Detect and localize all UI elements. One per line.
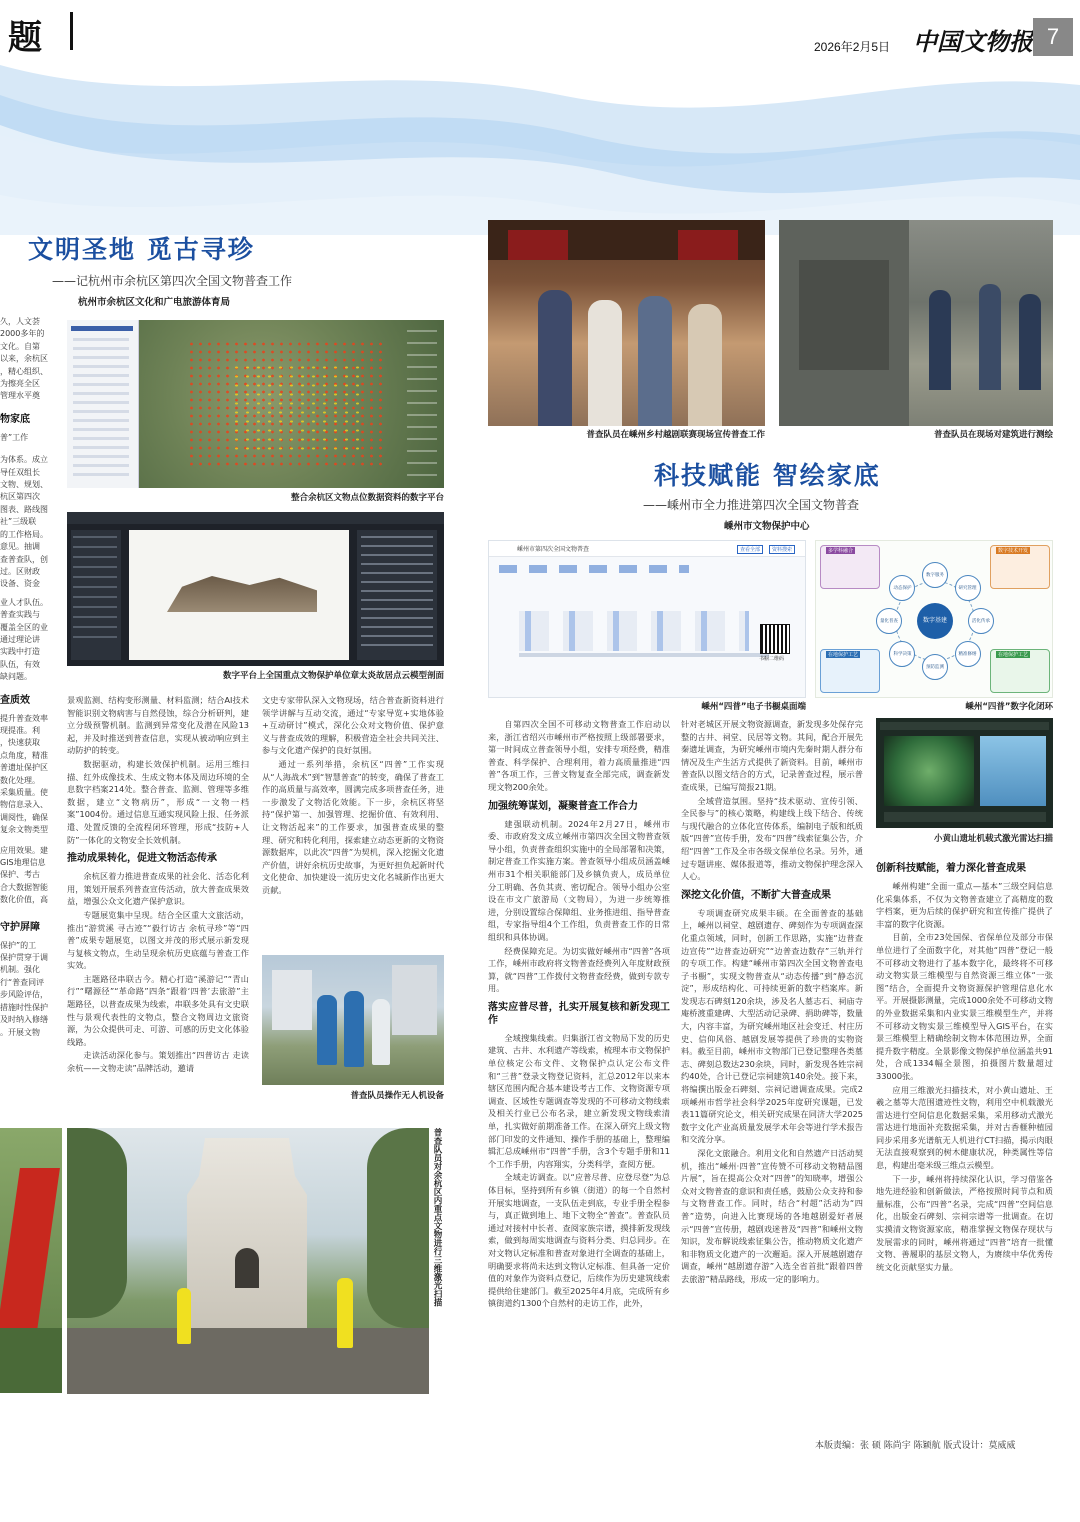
- fragment-line: 保护”的工: [0, 940, 37, 950]
- diagram-node: 数字服务: [922, 562, 948, 588]
- fragment-line: GIS地理信息: [0, 858, 46, 868]
- fragment-line: 过。区财政: [0, 566, 40, 576]
- fragment-line: 及时纳入修缮: [0, 1015, 48, 1025]
- fragment-line: 通过理论讲: [0, 634, 40, 644]
- fragment-line: 步风险评估，: [0, 990, 48, 1000]
- fragment-line: 缺问题。: [0, 672, 32, 682]
- point-cloud-screenshot: [67, 512, 444, 666]
- fragment-line: 查普查队，创: [0, 554, 48, 564]
- section-heading: 加强统筹谋划，凝聚普查工作合力: [488, 800, 638, 812]
- diagram-tr-label: 数字技术开发: [998, 548, 1029, 554]
- fragment-line: 提升普查效率: [0, 713, 48, 723]
- photo2-caption: 普查队员在现场对建筑进行测绘: [933, 430, 1053, 440]
- section-heading: 创新科技赋能，着力深化普查成果: [876, 863, 1026, 874]
- section-heading: 推动成果转化，促进文物活态传承: [67, 853, 217, 865]
- fragment-line: 保护贯穿于调: [0, 953, 48, 963]
- fig1-caption: 整合余杭区文物点位数据资料的数字平台: [290, 493, 444, 503]
- fragment-line: 以来，余杭区: [0, 354, 48, 364]
- article2-column-1: [488, 718, 670, 1368]
- diagram-node: 研究管理: [955, 575, 981, 601]
- paragraph: 数据驱动，构建长效保护机制。运用三维扫描、红外成像技术、生成文物本体及周边环境的全息数字档案214处。整合普查、监测、管理等多维数据，建立“文物病历”，形成“一文物一档案”1004份。通过信息互通实现风险上报、任务派遣、处置反馈的全流程闭环管理，形成“技防+人防”一体化的文物安全长效机制。: [67, 758, 249, 845]
- fragment-line: 数化价值，高: [0, 895, 48, 905]
- fragment-line: 普查实践与: [0, 610, 40, 620]
- fragment-line: 保护、考古: [0, 870, 40, 880]
- diagram-bl-label: 在地保护工艺: [828, 652, 859, 658]
- diagram-node: 预防监测: [922, 654, 948, 680]
- fragment-line: 杭区第四次: [0, 492, 40, 502]
- fragment-line: 实践中打造: [0, 647, 40, 657]
- ebook-screen: [488, 540, 806, 698]
- fig2-caption: 数字平台上全国重点文物保护单位章太炎故居点云模型剖面: [222, 671, 444, 681]
- fragment-heading-1: 物家底: [0, 413, 30, 425]
- fragment-line: 现提准。利: [0, 725, 40, 735]
- fragment-line: 管理水平奠: [0, 391, 40, 401]
- lidar-scan-screenshot: [876, 718, 1053, 828]
- fragment-line: 意见。抽调: [0, 542, 40, 552]
- paragraph: 全域走访调查。以“应普尽普、应登尽登”为总体目标，坚持到所有乡镇（街道）的每一个自然村开展实地调查，一支队伍走到底，专业手册全程参与，真正做到地上、地下文物全“普查”。普查队员通过对接村中长者、查阅家族宗谱，摸排新发现线索，做到每周实地调查与资料分类、归总同步。在对文物认定标准和普查对象进行全调查的基础上，明确要求将尚未达到文物认定标准、但具备一定价值的对象作为资料点登记，后续作为历史建筑线索提供给住建部门。截至2025年4月底，完成所有乡镇街道约1300个自然村的走访工作，此外，: [488, 1172, 670, 1309]
- photo1-caption: 普查队员在嵊州乡村越剧联赛现场宣传普查工作: [586, 430, 765, 440]
- fragment-line: 机制。强化: [0, 965, 40, 975]
- diagram-node: 活化传承: [968, 608, 994, 634]
- paragraph: 针对老城区开展文物资源调查，新发现多处保存完整的古井、祠堂、民居等文物。其间，配合开展先秦遗址调查，为研究嵊州市境内先秦时期人群分布情况及生产生活方式提供了新资料。目前，嵊州市普查队以图文结合的方式，记录普查过程，展示普查成果，已编写简报21期。: [681, 719, 863, 792]
- diagram-center: 数字基建: [917, 603, 953, 639]
- fragment-line: 业人才队伍。: [0, 597, 48, 607]
- fragment-heading-3: 守护屏障: [0, 921, 40, 933]
- fragment-line: 覆盖全区的业: [0, 622, 48, 632]
- fragment-line: 设备、资金: [0, 579, 40, 589]
- fragment-line: 。开展文物: [0, 1027, 40, 1037]
- fragment-line: 物信息录入、: [0, 800, 48, 810]
- article1-org: 杭州市余杭区文化和广电旅游体育局: [78, 297, 231, 308]
- paragraph: 景观监测、结构变形测量、材料监测；结合AI技术智能识别文物病害与自然侵蚀，综合分析研判，建立分级预警机制。监测到异常变化及潜在风险13起，并及时推送到普查信息，实现从被动响应到主动防护的转变。: [67, 695, 249, 756]
- article1-title: 文明圣地 觅古寻珍: [28, 235, 255, 264]
- paragraph: 建强联动机制。2024年2月27日，嵊州市委、市政府发文成立嵊州市第四次全国文物普查领导小组，负责普查组织实施中的全局部署和决策，制定普查工作实施方案。普查领导小组成员涵盖嵊州市31个相关职能部门及乡镇负责人，成员单位分工明确、各负其责、密切配合。领导小组办公室设在市文广旅游局（文物局），为进一步统筹推进，分别设置综合保障组、业务推进组、指导普查组，专家指导组4个工作组，负责普查工作的日常组织和具体协调。: [488, 818, 670, 942]
- fragment-line: 普”工作: [0, 432, 29, 442]
- fragment-line: 数化处理。: [0, 775, 40, 785]
- paragraph: 全域搜集线索。归集浙江省文物局下发的历史建筑、古井、水利遗产等线索，梳理本市文物保护单位核定公布文件、文物保护点认定公布文件和“三普”登录文物登记资料，汇总2012年以来本辖区范围内配合基本建设考古工作、文物资源专项调查、区域性专题调查等发现的不可移动文物线索及相关行业已公布名录，建立新发现文物线索清单，扎实做好前期准备工作。在深入研究上级文物部门印发的文件通知、操作手册的基础上，整理编辑汇总成嵊州市“四普”手册，含3个专题手册和11个工作手册，内容翔实，分类科学，查阅方便。: [488, 1032, 670, 1169]
- diagram-tl-label: 多学科融合: [828, 548, 854, 554]
- qr-code: [761, 625, 789, 653]
- paragraph: 专项调查研究成果丰硕。在全面普查的基础上，嵊州以祠堂、越剧遗存、碑刻作为专项调查深化重点领域，同时，创新工作思路，实施“边普查边宣传”“边普查边研究”“边普查边数存”三轨并行的专项工作。构建“嵊州市第四次全国文物普查电子书橱”，实现文物普查从“动态传播”到“静态沉淀”，形成结构化、可持续更新的数字档案库。新发现志石碑刻120余块，涉及名人墓志石、祠庙寺庵桥渡重建碑、大型活动记录碑、捐助碑等，数量大，内容丰富，为研究嵊州地区社会变迁、村庄历史、信仰风俗、越剧发展等提供了珍贵的实物资料。截至目前，嵊州市文物部门已登记整理各类墓志、碑刻总数达230余块，同时，新发现各姓宗祠约40处，合计已登记宗祠建筑140余处。接下来，将编撰出版金石碑刻、宗祠记谱调查成果。完成2项嵊州市哲学社会科学2025年度研究课题，已发表11篇研究论文，相关研究成果在同济大学2025数字文化产业高质量发展学术年会等进行学术报告和交流分享。: [681, 907, 863, 1145]
- paragraph: 嵊州构建“全面一重点—基本”三级空间信息化采集体系，不仅为文物普查建立了高精度的数字档案，更为后续的保护研究和宣传推广提供了丰富的数字化资源。: [876, 881, 1053, 929]
- article2-title: 科技赋能 智绘家底: [654, 461, 881, 490]
- section-heading: 深挖文化价值，不断扩大普查成果: [681, 889, 831, 901]
- screen-caption: 嵊州“四普”电子书橱桌面端: [701, 702, 806, 712]
- fragment-line: 为体系。成立: [0, 455, 48, 465]
- wave-decoration: [0, 55, 1080, 235]
- article2-column-3: [876, 860, 1053, 1360]
- fig3-caption: 普查队员操作无人机设备: [350, 1091, 444, 1101]
- paragraph: 专题展览集中呈现。结合全区重大文旅活动，推出“游赏溪 寻古迹”“毅行访古 余杭寻珍”等“四普”成果专题展览，以图文并茂的形式展示新发现与复核文物点，生动呈现余杭历史底蕴与普查工作实效。: [67, 909, 249, 971]
- fragment-lines-6: [0, 940, 62, 1039]
- paragraph: 余杭区着力推进普查成果的社会化、活态化利用，策划开展系列普查宣传活动，放大普查成果效益，增强公众文化遗产保护意识。: [67, 871, 249, 907]
- article1-column-1: [67, 694, 249, 1106]
- fragment-line: ，快速获取: [0, 738, 40, 748]
- article2-org: 嵊州市文物保护中心: [724, 521, 810, 532]
- left-fragment-column: [0, 316, 62, 1106]
- paragraph: 文史专家带队深入文物现场，结合普查新资料进行领学讲解与互动交流，通过“专家导览+实地体验+互动研讨”模式，深化公众对文物价值、保护意义与普查成效的理解，积极营造全社会共同关注、参与文化遗产保护的良好氛围。: [262, 695, 444, 756]
- screen-button[interactable]: 资料搜索: [769, 545, 795, 554]
- fragment-lines-2: [0, 454, 62, 590]
- fragment-line: 社”三级联: [0, 517, 37, 527]
- fragment-lines-5: [0, 845, 62, 907]
- digital-loop-diagram: [815, 540, 1053, 698]
- fragment-line: 普遗址保护区: [0, 763, 48, 773]
- diagram-node: 动态保护: [889, 575, 915, 601]
- paragraph: 目前，全市23处国保、省保单位及部分市保单位进行了全面数字化，对其他“四普”登记一般不可移动文物进行了基本数字化，最终将不可移动文物实景三维模型与自然资源三维立体“一张图”结合，全面提升文物资源保护管理信息化水平。开展摄影测量，完成1000余处不可移动文物的外业数据采集和内业实景三维模型生产，并将不可移动文物实景三维模型导入GIS平台，在实景三维模型上精确绘制文物本体范围边界，全面提升数字精度。全景影像文物保护单位涵盖共91处，合成1334幅全景图，拍摄图片数量超过33000张。: [876, 932, 1053, 1081]
- fragment-line: 文物、规划、: [0, 480, 48, 490]
- screen-title: 嵊州市第四次全国文物普查: [517, 546, 590, 553]
- laser-caption: 小黄山遗址机载式激光雷达扫描: [933, 834, 1053, 844]
- masthead-divider: [70, 12, 73, 50]
- diagram-br-label: 在地保护工艺: [998, 652, 1029, 658]
- section-heading: 落实应普尽普，扎实开展复核和新发现工作: [488, 1001, 670, 1026]
- paragraph: 主题路径串联古今。精心打造“溪游记”“青山行”“曙源径”“革命路”四条“跟着‘四普’去旅游”主题路径，以普查成果为线索，串联多处具有文史联性与景观代表性的文物点，整合文物周边文旅资源，为公众提供可走、可游、可感的历史文化体验线路。: [67, 973, 249, 1047]
- paragraph: 应用三维激光扫描技术，对小黄山遗址、王羲之墓等大范围遗迹性文物，利用空中机载激光雷达进行空间信息化数据采集，采用移动式激光雷达进行地面补充数据采集，并对古香榧种植园同步采用多光谱航无人机进行CT扫描，揭示肉眼无法直接观察到的树木健康状况，种类属性等信息，构建出毫米级三维点云模型。: [876, 1084, 1053, 1171]
- laser-scan-photo: [67, 1128, 429, 1394]
- fragment-line: 措施时性保护: [0, 1002, 48, 1012]
- article1-subtitle: ——记杭州市余杭区第四次全国文物普查工作: [52, 274, 293, 288]
- article1-column-2: [262, 694, 444, 944]
- fragment-lines-3: [0, 597, 62, 684]
- fragment-line: 导任双组长: [0, 467, 40, 477]
- diagram-node: 精准修缮: [955, 641, 981, 667]
- fragment-heading-2: 查质效: [0, 694, 30, 706]
- fragment-line: 合大数据智能: [0, 882, 48, 892]
- paragraph: 经费保障充足。为切实做好嵊州市“四普”各项工作，嵊州市政府将文物普查经费列入年度财政预算，就“四普”工作拨付文物普查经费，做到专款专用。: [488, 945, 670, 994]
- paragraph: 下一步，嵊州将持续深化认识，学习借鉴各地先进经验和创新做法，严格按照时间节点和质量标准，公布“四普”名录，完成“四普”空间信息化，出版金石碑刻、宗祠宗谱等一批调查。在切实摸清文物资源家底，精准掌握文物保存现状与发展需求的同时，嵊州将通过“四普”培育一批懂文物、善履职的基层文物人，为赓续中华优秀传统文化贡献坚实力量。: [876, 1173, 1053, 1272]
- diagram-node: 量化普查: [876, 608, 902, 634]
- fragment-line: 行“普查同评: [0, 977, 45, 987]
- fragment-line: 采集质量。使: [0, 788, 48, 797]
- masthead: [0, 0, 1080, 62]
- screen-button[interactable]: 查看全部: [737, 545, 763, 554]
- fragment-line: 久，人文荟: [0, 317, 40, 326]
- fragment-line: 点角度，精准: [0, 750, 48, 760]
- left-photo-fragment: [0, 1128, 62, 1393]
- fragment-line: 应用效果。建: [0, 845, 48, 855]
- fragment-line: 2000多年的: [0, 329, 45, 339]
- fragment-line: 队伍，有效: [0, 659, 40, 669]
- fragment-line: 图表、路线图: [0, 504, 48, 514]
- paragraph: 自第四次全国不可移动文物普查工作启动以来，浙江省绍兴市嵊州市严格按照上级部署要求，第一时间成立普查领导小组，安排专项经费，精准普查、科学保护、合理利用，着力高质量推进“四普”各项工作，三普文物复查全部完成，调查新发现文物200余处。: [488, 719, 670, 792]
- issue-date: 2026年2月5日: [814, 40, 891, 54]
- diagram-node: 科学决策: [889, 641, 915, 667]
- article2-subtitle: ——嵊州市全力推进第四次全国文物普查: [643, 498, 860, 512]
- paragraph: 全域营造氛围。坚持“技术驱动、宣传引领、全民参与”的核心策略，构建线上线下结合、传统与现代融合的立体化宣传体系，编制电子版和纸质版“四普”宣传手册，发布“四普”线索征集公告，介绍“四普”工作及全市各级文保单位名录。另外，通过专题讲座、媒体报道等，推动文物保护理念深入人心。: [681, 795, 863, 882]
- fragment-lines-4: [0, 713, 62, 837]
- page-number: 7: [1033, 18, 1073, 56]
- fragment-line: 为擦亮全区: [0, 379, 40, 389]
- fragment-line: 调阅性，确保: [0, 812, 48, 822]
- diagram-caption: 嵊州“四普”数字化闭环: [965, 702, 1053, 712]
- paragraph: 深化文旅融合。利用文化和自然遗产日活动契机，推出“嵊州·四普”宣传赞不可移动文物精品图片展”，旨在提高公众对“四普”的知晓率，增强公众对文物普查的意识和责任感，鼓励公众支持和参与文物普查工作。同时，结合“村超”活动为“四普”造势，向进入比赛现场的各地越剧爱好者展示“四普”宣传册，越剧戏迷普及“四普”和嵊州文物知识，发布解说线索征集公告，推动物质文化遗产和非物质文化遗产的一次邂逅。深入开展越剧遗存调查，嵊州“越剧遗存游”入选全省首批“跟着四普去旅游”精品路线，形成一定的影响力。: [681, 1148, 863, 1284]
- drone-operation-photo: [262, 955, 444, 1085]
- qr-label: 书橱二维码: [759, 656, 785, 662]
- fragment-line: 复余文物类型: [0, 825, 48, 835]
- fig4-caption: 普查队员对余杭区内重点文物进行三维激光扫描: [432, 1128, 442, 1307]
- paragraph: 走读活动深化参与。策划推出“四普访古 走读余杭——文物走读”品牌活动，邀请: [67, 1050, 249, 1074]
- opera-promotion-photo: [488, 220, 765, 426]
- fragment-line: ，精心组织、: [0, 366, 48, 376]
- fragment-line: 文化。自第: [0, 341, 40, 351]
- page-credits: 本版责编：张 硕 陈尚宇 陈颖航 版式设计：莫威威: [815, 1441, 1016, 1451]
- survey-mapping-photo: [779, 220, 1053, 426]
- fragment-line: 的工作格局。: [0, 529, 48, 539]
- paragraph: 通过一系列举措，余杭区“四普”工作实现从“人海战术”到“智慧普查”的转变，确保了普查工作的高质量与高效率，圆满完成多项普查任务，进一步激发了文物活化效能。下一步，余杭区将坚持“保护第一、加强管理、挖掘价值、有效利用、让文物活起来”的工作要求，加强普查成果的整理、研究和转化利用，探索建立动态更新的文物资源数据库，以此次“四普”为契机，深入挖掘文化遗产价值，讲好余杭历史故事，为更好担负起新时代文化使命、加快建设一流历史文化名城新作出更大贡献。: [262, 758, 444, 895]
- fragment-lines-1: [0, 316, 62, 403]
- paper-name: 中国文物报: [913, 27, 1033, 56]
- article2-column-2: [681, 718, 863, 1358]
- section-char: 题: [8, 18, 42, 58]
- gis-platform-screenshot: [67, 320, 444, 488]
